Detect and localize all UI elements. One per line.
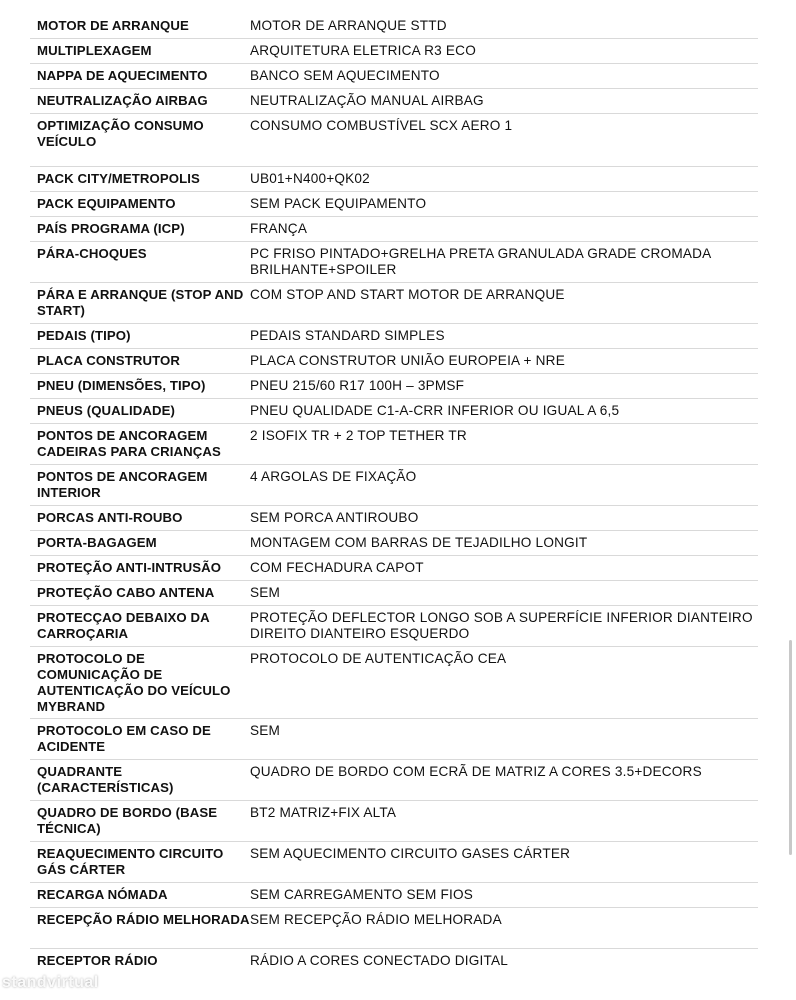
spec-label: PÁRA-CHOQUES: [37, 246, 147, 261]
spec-value: 2 ISOFIX TR + 2 TOP TETHER TR: [250, 428, 467, 443]
spec-label: RECEPTOR RÁDIO: [37, 953, 158, 968]
spec-value: SEM PORCA ANTIROUBO: [250, 510, 419, 525]
spec-row: [30, 949, 758, 974]
spec-row: [30, 465, 758, 506]
spec-label: PLACA CONSTRUTOR: [37, 353, 180, 368]
spec-row: [30, 581, 758, 606]
spec-value: PNEU QUALIDADE C1-A-CRR INFERIOR OU IGUAL A 6,5: [250, 403, 620, 418]
spec-row: [30, 374, 758, 399]
spec-row: [30, 242, 758, 283]
spec-value: UB01+N400+QK02: [250, 171, 370, 186]
spec-label: NEUTRALIZAÇÃO AIRBAG: [37, 93, 208, 108]
spec-value: ARQUITETURA ELETRICA R3 ECO: [250, 43, 476, 58]
spec-label: PONTOS DE ANCORAGEM INTERIOR: [37, 469, 208, 500]
spec-label: PÁRA E ARRANQUE (STOP AND START): [37, 287, 244, 318]
spec-value: PROTEÇÃO DEFLECTOR LONGO SOB A SUPERFÍCIE INFERIOR DIANTEIRO DIREITO DIANTEIRO ESQUERDO: [250, 610, 753, 641]
spec-value: FRANÇA: [250, 221, 308, 236]
spec-value: BANCO SEM AQUECIMENTO: [250, 68, 440, 83]
spec-row: [30, 399, 758, 424]
spec-value: COM FECHADURA CAPOT: [250, 560, 424, 575]
spec-row: [30, 89, 758, 114]
spec-label: MOTOR DE ARRANQUE: [37, 18, 189, 33]
spec-value: SEM CARREGAMENTO SEM FIOS: [250, 887, 474, 902]
spec-row: [30, 192, 758, 217]
spec-row: [30, 14, 758, 39]
spec-row: [30, 283, 758, 324]
spec-row: [30, 64, 758, 89]
spec-label: OPTIMIZAÇÃO CONSUMO VEÍCULO: [37, 118, 204, 149]
scrollbar[interactable]: [789, 640, 792, 855]
spec-label: PONTOS DE ANCORAGEM CADEIRAS PARA CRIANÇAS: [37, 428, 221, 459]
watermark: standvirtual: [2, 974, 99, 991]
spec-label: PROTOCOLO DE COMUNICAÇÃO DE AUTENTICAÇÃO DO VEÍCULO MYBRAND: [37, 651, 231, 714]
spec-table: [30, 14, 758, 974]
spec-row: [30, 606, 758, 647]
spec-label: PEDAIS (TIPO): [37, 328, 131, 343]
spec-value: PNEU 215/60 R17 100H – 3PMSF: [250, 378, 465, 393]
spec-label: PROTOCOLO EM CASO DE ACIDENTE: [37, 723, 211, 754]
spec-label: NAPPA DE AQUECIMENTO: [37, 68, 208, 83]
spec-row: [30, 556, 758, 581]
spec-label: MULTIPLEXAGEM: [37, 43, 152, 58]
spec-label: PNEU (DIMENSÕES, TIPO): [37, 378, 206, 393]
spec-value: COM STOP AND START MOTOR DE ARRANQUE: [250, 287, 565, 302]
spec-label: RECARGA NÓMADA: [37, 887, 168, 902]
spec-value: 4 ARGOLAS DE FIXAÇÃO: [250, 469, 417, 484]
spec-value: SEM RECEPÇÃO RÁDIO MELHORADA: [250, 912, 502, 927]
spec-row: [30, 908, 758, 949]
spec-row: [30, 842, 758, 883]
spec-row: [30, 167, 758, 192]
spec-value: NEUTRALIZAÇÃO MANUAL AIRBAG: [250, 93, 484, 108]
spec-label: RECEPÇÃO RÁDIO MELHORADA: [37, 912, 250, 927]
spec-value: SEM: [250, 723, 281, 738]
spec-value: SEM AQUECIMENTO CIRCUITO GASES CÁRTER: [250, 846, 571, 861]
spec-value: PC FRISO PINTADO+GRELHA PRETA GRANULADA GRADE CROMADA BRILHANTE+SPOILER: [250, 246, 711, 277]
spec-row: [30, 324, 758, 349]
spec-label: PORTA-BAGAGEM: [37, 535, 157, 550]
spec-value: SEM: [250, 585, 281, 600]
spec-label: PORCAS ANTI-ROUBO: [37, 510, 183, 525]
spec-value: PEDAIS STANDARD SIMPLES: [250, 328, 445, 343]
spec-label: PROTECÇAO DEBAIXO DA CARROÇARIA: [37, 610, 210, 641]
spec-row: [30, 883, 758, 908]
spec-label: QUADRANTE (CARACTERÍSTICAS): [37, 764, 174, 795]
spec-label: PROTEÇÃO ANTI-INTRUSÃO: [37, 560, 222, 575]
spec-row: [30, 647, 758, 719]
spec-value: PROTOCOLO DE AUTENTICAÇÃO CEA: [250, 651, 507, 666]
spec-label: QUADRO DE BORDO (BASE TÉCNICA): [37, 805, 218, 836]
spec-row: [30, 349, 758, 374]
spec-row: [30, 506, 758, 531]
spec-label: PNEUS (QUALIDADE): [37, 403, 175, 418]
spec-row: [30, 114, 758, 167]
spec-label: PACK CITY/METROPOLIS: [37, 171, 200, 186]
spec-value: MOTOR DE ARRANQUE STTD: [250, 18, 447, 33]
spec-value: BT2 MATRIZ+FIX ALTA: [250, 805, 397, 820]
spec-row: [30, 39, 758, 64]
spec-row: [30, 760, 758, 801]
spec-row: [30, 801, 758, 842]
spec-value: MONTAGEM COM BARRAS DE TEJADILHO LONGIT: [250, 535, 588, 550]
spec-row: [30, 719, 758, 760]
spec-value: QUADRO DE BORDO COM ECRÃ DE MATRIZ A CORES 3.5+DECORS: [250, 764, 702, 779]
spec-label: PACK EQUIPAMENTO: [37, 196, 176, 211]
spec-value: CONSUMO COMBUSTÍVEL SCX AERO 1: [250, 118, 513, 133]
spec-row: [30, 531, 758, 556]
spec-label: PAÍS PROGRAMA (ICP): [37, 221, 185, 236]
spec-value: PLACA CONSTRUTOR UNIÃO EUROPEIA + NRE: [250, 353, 565, 368]
spec-label: PROTEÇÃO CABO ANTENA: [37, 585, 215, 600]
spec-label: REAQUECIMENTO CIRCUITO GÁS CÁRTER: [37, 846, 224, 877]
spec-value: RÁDIO A CORES CONECTADO DIGITAL: [250, 953, 508, 968]
spec-row: [30, 217, 758, 242]
spec-value: SEM PACK EQUIPAMENTO: [250, 196, 427, 211]
spec-row: [30, 424, 758, 465]
